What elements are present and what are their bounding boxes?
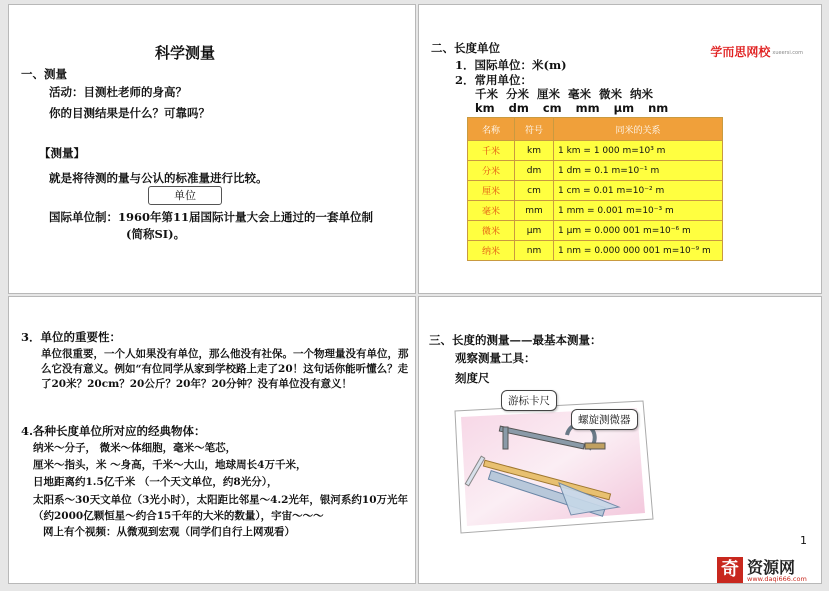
length-units-heading: 二、长度单位 [431,41,500,55]
unit-symbol-cell: μm [515,221,554,241]
micrometer-callout: 螺旋测微器 [571,409,638,430]
page-number: 1 [800,534,807,547]
table-row [468,141,723,161]
slide-title: 科学测量 [155,44,216,62]
si-definition-line1: 国际单位制：1960年第11届国际计量大会上通过的一套单位制 [49,210,374,224]
unit-symbol-cell: km [515,141,554,161]
unit-name-cell: 微米 [468,221,515,241]
si-definition-line2: (简称SI)。 [126,227,186,241]
table-row [468,201,723,221]
table-row [468,221,723,241]
unit-name-cell: 分米 [468,161,515,181]
slide-length-units [418,4,822,294]
objects-line-2: 厘米～指头，米 ～身高，千米～大山，地球周长4万千米， [33,459,307,471]
question-text: 你的目测结果是什么？可靠吗？ [49,106,210,120]
watermark-text: 资源网 [747,558,796,577]
caliper-jaw [503,427,508,449]
objects-line-1: 纳米～分子， 微米～体细胞，毫米～笔芯， [33,442,237,454]
objects-line-3: 日地距离约1.5亿千米 （一个天文单位，约8光分）， [33,476,278,488]
activity-text: 活动：目测杜老师的身高？ [49,85,187,99]
watermark [717,555,823,587]
brand-logo-text: 学而思网校 [710,45,771,59]
unit-box: 单位 [148,186,222,205]
si-unit-item: 1．国际单位：米(m) [455,58,567,72]
length-unit-table [467,117,723,261]
unit-name-cell: 千米 [468,141,515,161]
slide-science-measurement [8,4,416,294]
unit-importance-heading: 3．单位的重要性： [21,330,122,344]
unit-relation-cell: 1 cm = 0.01 m=10⁻² m [554,181,723,201]
table-header-cell: 同米的关系 [554,118,723,141]
table-header-cell: 名称 [468,118,515,141]
ruler-label: 刻度尺 [455,371,490,385]
unit-relation-cell: 1 nm = 0.000 000 001 m=10⁻⁹ m [554,241,723,261]
watermark-logo: 奇 [717,557,743,583]
unit-name-cell: 纳米 [468,241,515,261]
micrometer-thimble [585,443,605,449]
table-row [468,161,723,181]
caliper-callout: 游标卡尺 [501,390,557,411]
units-chinese-names: 千米 分米 厘米 毫米 微米 纳米 [475,87,654,101]
measure-definition: 就是将待测的量与公认的标准量进行比较。 [49,171,268,185]
units-symbols: km dm cm mm μm nm [475,101,669,115]
table-header-row [468,118,723,141]
observe-tools-label: 观察测量工具： [455,351,536,365]
unit-name-cell: 毫米 [468,201,515,221]
classic-objects-heading: 4.各种长度单位所对应的经典物体： [21,424,206,438]
unit-relation-cell: 1 dm = 0.1 m=10⁻¹ m [554,161,723,181]
unit-symbol-cell: dm [515,161,554,181]
unit-symbol-cell: cm [515,181,554,201]
table-row [468,241,723,261]
unit-relation-cell: 1 μm = 0.000 001 m=10⁻⁶ m [554,221,723,241]
brand-logo [710,43,803,60]
table-header-cell: 符号 [515,118,554,141]
objects-line-4: 太阳系～30天文单位（3光小时），太阳距比邻星～4.2光年，银河系约10万光年（约2000亿颗恒星～约合15千年的大米的数量），宇宙～～～ [33,494,409,523]
table-row [468,181,723,201]
watermark-url: www.daqi666.com [747,575,807,583]
length-measurement-heading: 三、长度的测量——最基本测量： [429,333,602,347]
video-recommendation: 网上有个视频：从微观到宏观（同学们自行上网观看） [43,526,295,538]
slide-length-measurement [418,296,822,584]
unit-importance-paragraph: 单位很重要，一个人如果没有单位，那么他没有社保。一个物理量没有单位，那么它没有意义。例如“有位同学从家到学校路上走了20！这句话你能听懂么？走了20米？20cm？20公斤？20年？20分钟？没有单位没有意义！ [41,348,409,391]
unit-symbol-cell: mm [515,201,554,221]
unit-name-cell: 厘米 [468,181,515,201]
brand-logo-url: xueersi.com [772,49,803,56]
common-units-item: 2．常用单位： [455,73,533,87]
unit-symbol-cell: nm [515,241,554,261]
measure-tag: 【测量】 [39,146,85,160]
section-measurement-heading: 一、测量 [21,67,67,81]
slide-unit-importance [8,296,416,584]
unit-relation-cell: 1 mm = 0.001 m=10⁻³ m [554,201,723,221]
unit-relation-cell: 1 km = 1 000 m=10³ m [554,141,723,161]
